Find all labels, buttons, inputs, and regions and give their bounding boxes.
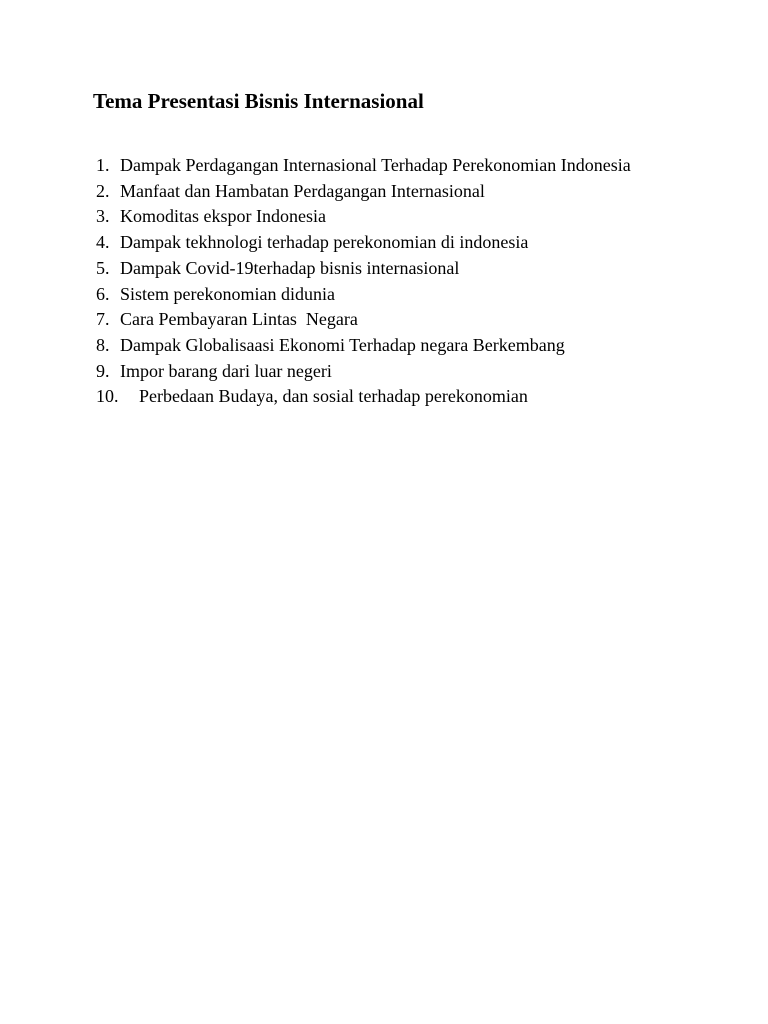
list-item-number: 10. <box>96 386 119 407</box>
list-item-number: 8. <box>96 334 110 355</box>
list-item <box>96 256 680 282</box>
list-item <box>96 333 680 359</box>
list-item-number: 6. <box>96 283 110 304</box>
list-item-text: Impor barang dari luar negeri <box>120 360 332 381</box>
list-item-text: Manfaat dan Hambatan Perdagangan Internasional <box>120 180 485 201</box>
list-item-number: 4. <box>96 232 110 253</box>
list-item-text: Dampak tekhnologi terhadap perekonomian di indonesia <box>120 232 529 253</box>
list-item <box>96 230 680 256</box>
document-title: Tema Presentasi Bisnis Internasional <box>93 89 424 113</box>
list-item-number: 7. <box>96 309 110 330</box>
list-item <box>96 179 680 205</box>
topic-list <box>96 153 680 410</box>
list-item-text: Dampak Covid-19terhadap bisnis internasional <box>120 257 460 278</box>
list-item <box>96 153 680 179</box>
list-item <box>96 384 680 410</box>
list-item-text: Perbedaan Budaya, dan sosial terhadap perekonomian <box>139 386 528 407</box>
list-item-number: 5. <box>96 257 110 278</box>
list-item-text: Dampak Globalisaasi Ekonomi Terhadap negara Berkembang <box>120 334 565 355</box>
list-item <box>96 282 680 308</box>
list-item-text: Cara Pembayaran Lintas Negara <box>120 309 358 330</box>
list-item-text: Dampak Perdagangan Internasional Terhadap Perekonomian Indonesia <box>120 155 631 175</box>
list-item-number: 9. <box>96 360 110 381</box>
list-item-number: 3. <box>96 206 110 227</box>
list-item-number: 2. <box>96 180 110 201</box>
list-item <box>96 359 680 385</box>
list-item <box>96 204 680 230</box>
list-item <box>96 307 680 333</box>
list-item-text: Sistem perekonomian didunia <box>120 283 335 304</box>
list-item-text: Komoditas ekspor Indonesia <box>120 206 326 227</box>
list-item-number: 1. <box>96 155 110 175</box>
